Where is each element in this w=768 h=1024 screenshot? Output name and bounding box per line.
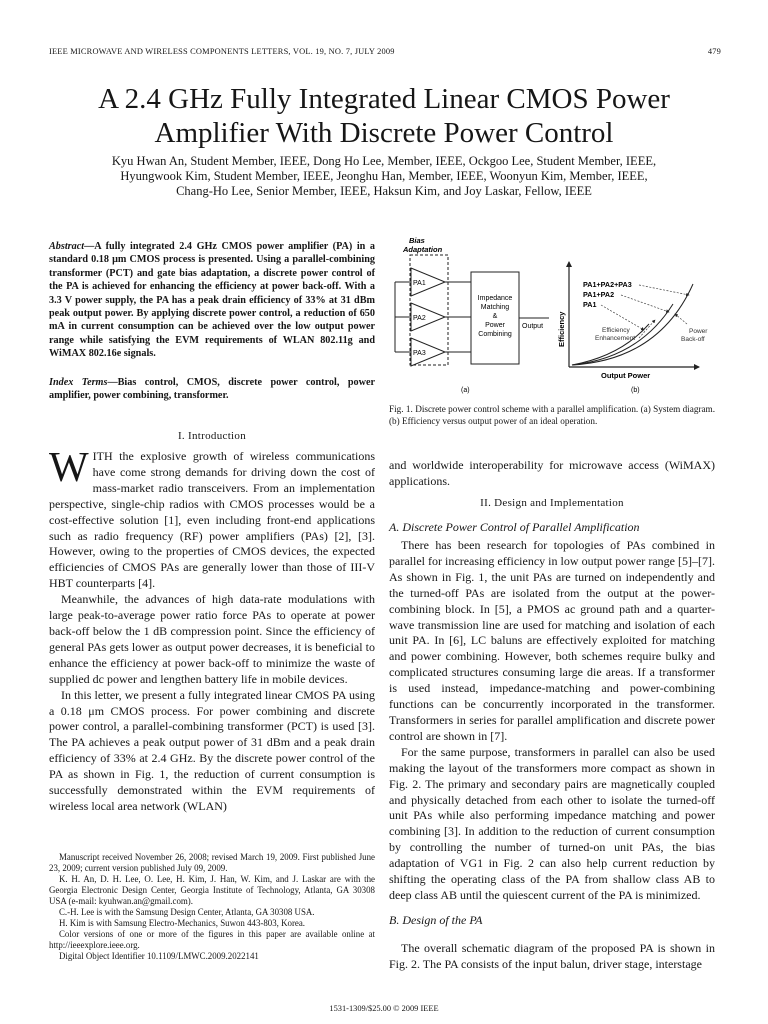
author-list (40, 154, 728, 199)
figure-1 (389, 232, 715, 400)
title-line-1: A 2.4 GHz Fully Integrated Linear CMOS Power (98, 83, 670, 115)
subsection-heading-a: A. Discrete Power Control of Parallel Amplification (389, 520, 640, 534)
title-line-2: Amplifier With Discrete Power Control (154, 117, 614, 149)
index-terms-text: —Bias control, CMOS, discrete power control, power amplifier, power combining, transformer. (49, 377, 375, 402)
subsection-heading-b: B. Design of the PA (389, 913, 483, 927)
backoff-arrow (675, 314, 687, 324)
section-a-text (389, 538, 715, 904)
figure-1-diagram (389, 232, 715, 400)
index-terms (49, 376, 375, 403)
footnote-received: Manuscript received November 26, 2008; revised March 19, 2009. First published June 23, 2009; current version published July 09, 2009. (49, 852, 375, 873)
box-text-4: Power (485, 322, 505, 329)
box-text-3: & (492, 313, 498, 320)
box-text-2: Matching (480, 304, 510, 311)
label-adaptation: Adaptation (403, 245, 443, 254)
figure-1-caption: Fig. 1. Discrete power control scheme with a parallel amplification. (a) System diagram. (b) Efficiency versus output power of an ideal operation. (389, 404, 715, 426)
page-number: 479 (707, 47, 721, 56)
pa3-label: PA3 (413, 350, 426, 357)
copyright-footer: 1531-1309/$25.00 © 2009 IEEE (329, 1004, 439, 1013)
footnote-affiliation-3: H. Kim is with Samsung Electro-Mechanics, Suwon 443-803, Korea. (59, 918, 305, 928)
intro-paragraph-1: WITH the explosive growth of wireless communications have come strong demands for driving down the cost of mass-market radio transceivers. From an implementation perspective, single-chip radios with CMOS processes would be a cost-effective solution [1], even including front-end applications such as radio frequency (RF) power amplifiers (PAs) [2], [3]. However, owing to the properties of CMOS devices, the expected efficiencies of CMOS PAs are generally lower than those of III-V HBT counterparts [4]. (49, 445, 375, 591)
journal-name: IEEE MICROWAVE AND WIRELESS COMPONENTS LETTERS, VOL. 19, NO. 7, JULY 2009 (49, 47, 395, 56)
abstract (49, 240, 375, 361)
pa1-label: PA1 (413, 280, 426, 287)
box-text-1: Impedance (477, 295, 513, 302)
right-paragraph-1: There has been research for topologies of PAs combined in parallel for increasing efficiency in low output power range [5]–[7]. As shown in Fig. 1, the unit PAs are turned on independently and the turned-off PAs are isolated from the output at the power-combining block. In [5], a PMOS ac ground path and a quarter-wave transmission line are used for matching and isolation of each unit PA. In [6], LC baluns are effectively exploited for matching and power combining. However, both schemes require bulky and complicated structures consuming large die areas. If a transformer is used instead, impedance-matching and power-combining functions can be concurrently incorporated in the transformer. Transformers in series for parallel amplification and discrete power control are shown in [7]. (389, 538, 715, 743)
running-header (49, 47, 721, 56)
right-paragraph-2: For the same purpose, transformers in parallel can also be used making the layout of the transformers more compact as shown in Fig. 2. The primary and secondary pairs are magnetically coupled and physically detached from each other to isolate the turned-off unit PAs while also performing impedance matching and power combining [3]. In addition to the reduction of current consumption by controlling the number of turned-on unit PAs, the bias adaptation of VG1 in Fig. 2 can also help current reduction by shifting the operating class of the PA from shallow class AB to deep class AB until the quiescent current of the PA is minimized. (389, 744, 715, 902)
pointer-pa1-pa2-pa3 (639, 285, 689, 295)
y-axis-label: Efficiency (557, 311, 566, 347)
legend-pa1-pa2: PA1+PA2 (583, 290, 615, 299)
authors-line-2: Hyungwook Kim, Student Member, IEEE, Jeonghu Han, Member, IEEE, Woonyun Kim, Member, IEEE, (120, 169, 648, 183)
section-heading-introduction: I. Introduction (177, 430, 247, 442)
subfigure-b-label: (b) (631, 387, 640, 394)
authors-line-1: Kyu Hwan An, Student Member, IEEE, Dong Ho Lee, Member, IEEE, Ockgoo Lee, Student Member, IEEE, (111, 154, 657, 168)
footnote-block (49, 852, 375, 962)
paper-title (0, 82, 768, 150)
index-terms-label: Index Terms (49, 377, 108, 388)
subfigure-a-label: (a) (461, 387, 470, 394)
pointer-pa1-pa2 (621, 295, 669, 312)
footnote-doi: Digital Object Identifier 10.1109/LMWC.2009.2022141 (59, 951, 259, 961)
box-text-5: Combining (478, 331, 512, 338)
footnote-affiliation-1: K. H. An, D. H. Lee, O. Lee, H. Kim, J. Han, W. Kim, and J. Laskar are with the Georgia Electronic Design Center, Georgia Institute of Technology, Atlanta, GA 30308 USA (e-mail: kyuhwan.an@gmail.com). (49, 874, 375, 906)
enhancement-label: Enhancement (595, 335, 636, 342)
legend-pa1: PA1 (583, 300, 597, 309)
x-axis-label: Output Power (601, 371, 651, 380)
section-b-text (389, 941, 715, 973)
right-paragraph-3: The overall schematic diagram of the proposed PA is shown in Fig. 2. The PA consists of the input balun, driver stage, interstage (389, 941, 715, 971)
section-heading-design: II. Design and Implementation (480, 497, 624, 509)
footnote-affiliation-2: C.-H. Lee is with the Samsung Design Center, Atlanta, GA 30308 USA. (59, 907, 315, 917)
abstract-label: Abstract (49, 241, 85, 252)
intro-paragraph-2: Meanwhile, the advances of high data-rate modulations with large peak-to-average power ratio force PAs to operate at power back-off below the 1 dB compression point. Since the efficiency of general PAs gets lower as output power decreases, it is beneficial to enhance the efficiency at power back-off to minimize the waste of supplied dc power and lengthen battery life in mobile devices. (49, 592, 375, 686)
pa2-label: PA2 (413, 315, 426, 322)
intro-paragraph-3: In this letter, we present a fully integrated linear CMOS PA using a 0.18 μm CMOS process. For power combining and discrete power control, a parallel-combining transformer (PCT) is used [3]. The PA achieves a peak output power of 31 dBm and a peak drain efficiency of 33% at 2.4 GHz. By the discrete power control of the PA as shown in Fig. 1, the reduction of current consumption is successfully demonstrated within the EVM requirements of wireless local area network (WLAN) (49, 687, 375, 813)
intro-continuation (389, 458, 715, 490)
efficiency-label: Efficiency (602, 327, 630, 334)
drop-cap: W (49, 445, 89, 491)
footnote-color: Color versions of one or more of the figures in this paper are available online at http://ieeexplore.ieee.org. (49, 929, 375, 950)
legend-pa1-pa2-pa3: PA1+PA2+PA3 (583, 280, 632, 289)
power-label: Power (689, 328, 708, 335)
authors-line-3: Chang-Ho Lee, Senior Member, IEEE, Haksun Kim, and Joy Laskar, Fellow, IEEE (176, 184, 592, 198)
output-label: Output (522, 323, 544, 330)
label-bias: Bias (409, 236, 425, 245)
abstract-text: —A fully integrated 2.4 GHz CMOS power amplifier (PA) in a standard 0.18 μm CMOS process is presented. Using a parallel-combining transformer (PCT) and gate bias adaptation, a discrete power control of the PA is achieved for enhancing the efficiency at power back-off. With a 3.3 V power supply, the PA has a peak drain efficiency of 33% at 31 dBm peak output power. By applying discrete power control, a reduction of 650 mA in current consumption can be achieved over the low output power range while satisfying the EVM requirements of WLAN 802.11g and WiMAX 802.16e signals. (49, 241, 375, 360)
backoff-label: Back-off (681, 336, 705, 343)
right-paragraph-0: and worldwide interoperability for microwave access (WiMAX) applications. (389, 458, 715, 488)
introduction-text (49, 445, 375, 815)
